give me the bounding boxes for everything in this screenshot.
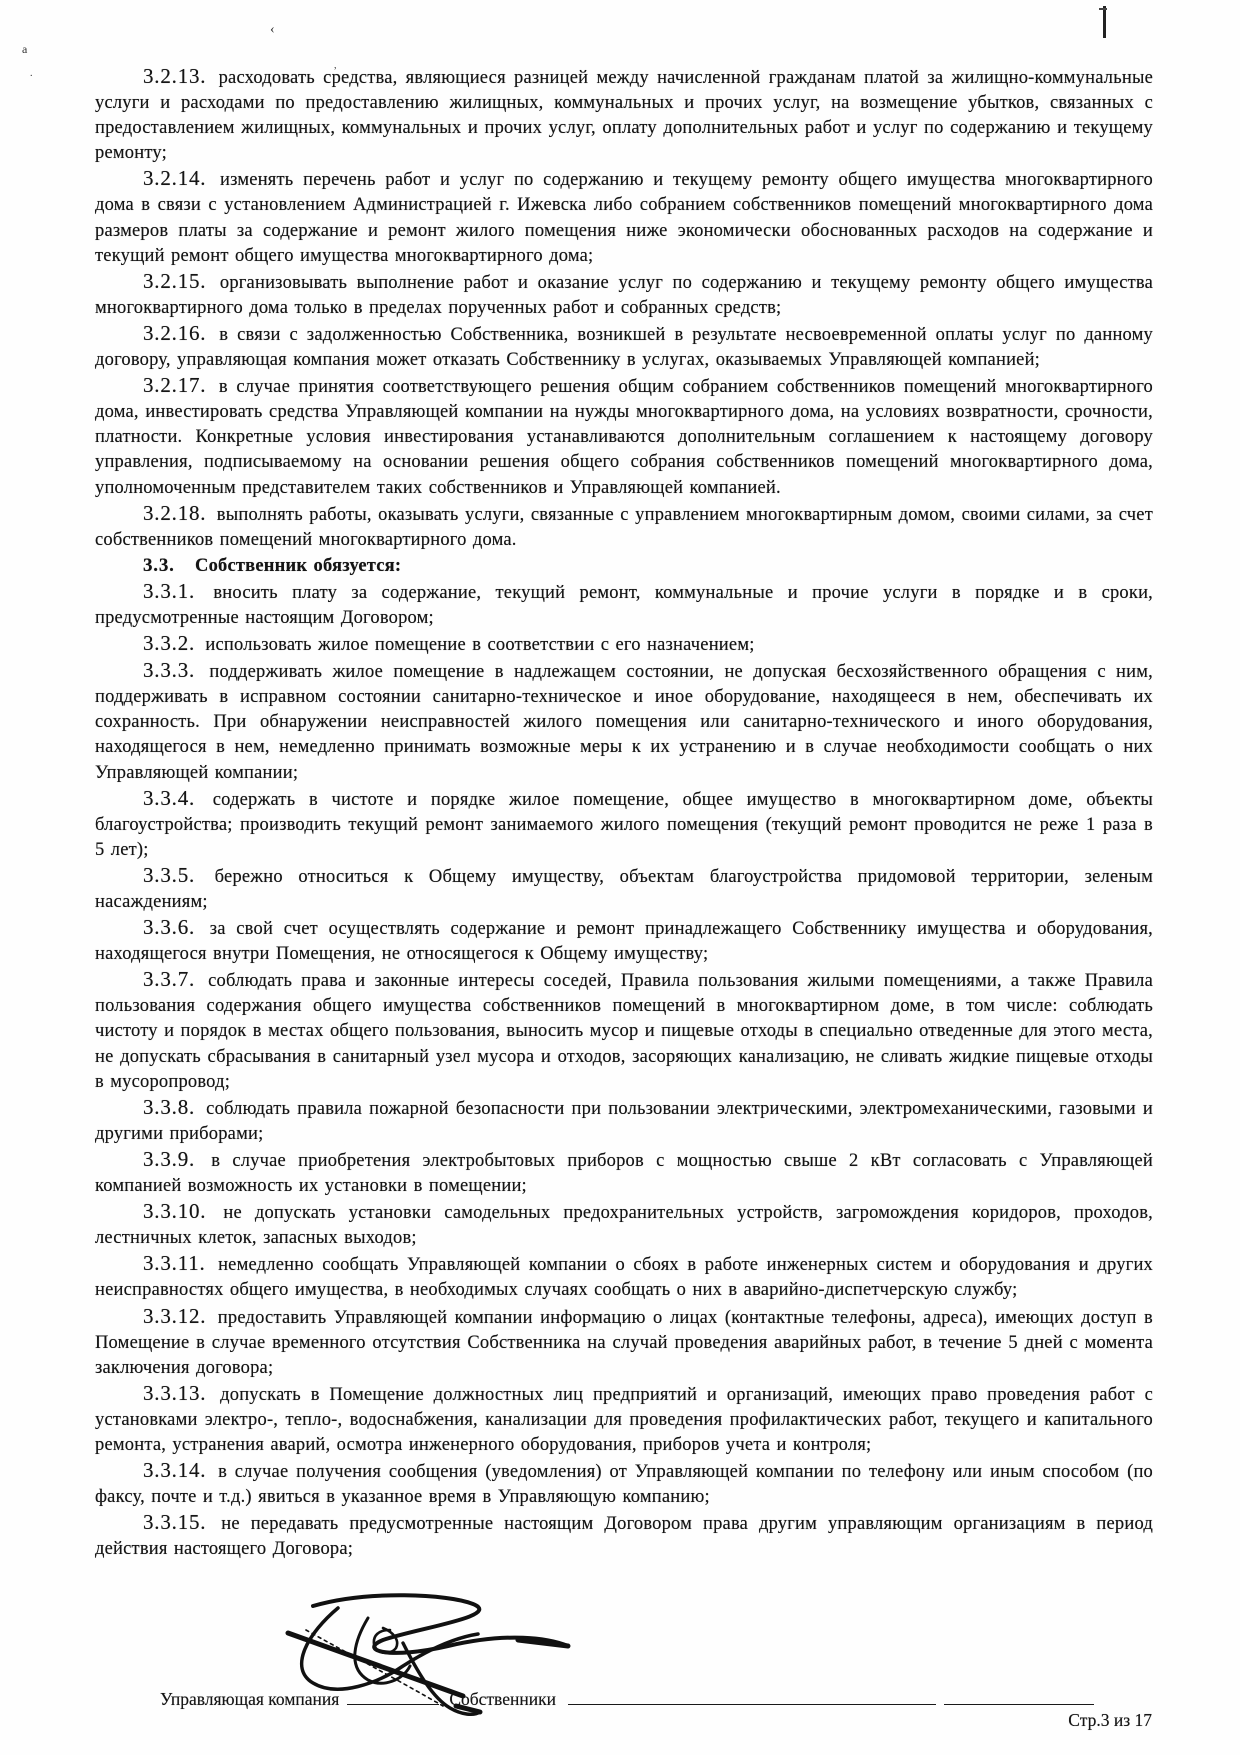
contract-clause: 3.3.4. содержать в чистоте и порядке жилое помещение, общее имущество в многоквартирном доме, объекты благоустройства; производить текущий ремонт занимаемого жилого помещения (текущий ремонт проводится не реже 1 раза в 5 лет); xyxy=(95,785,1153,860)
clause-number: 3.3.6. xyxy=(143,915,196,940)
clause-number: 3.3.7. xyxy=(143,967,196,992)
clause-number: 3.2.15. xyxy=(143,268,207,293)
scan-speck: . xyxy=(30,68,33,79)
scan-edge-mark xyxy=(1103,6,1106,38)
clause-number: 3.3. xyxy=(143,554,175,576)
contract-clause: 3.2.16. в связи с задолженностью Собственника, возникшей в результате несвоевременной оплаты услуг по данному договору, управляющая компания может отказать Собственнику в услугах, оказываемых Управляющей компанией; xyxy=(95,320,1153,371)
contract-clause: 3.3.7. соблюдать права и законные интересы соседей, Правила пользования жилыми помещениями, а также Правила пользования содержания общего имущества собственников помещений в многоквартирном доме, в том числе: соблюдать чистоту и порядок в местах общего пользования, выносить мусор и пищевые отходы в специально отведенные для этого места, не допускать сбрасывания в санитарный узел мусора и отходов, засоряющих канализацию, не сливать жидкие пищевые отходы в мусоропровод; xyxy=(95,967,1153,1092)
contract-clause: 3.2.13. расходовать средства, являющиеся разницей между начисленной гражданам платой за жилищно-коммунальные услуги и расходами по предоставлению жилищных, коммунальных и прочих услуг, на возмещение убытков, связанных с предоставлением жилищных, коммунальных и прочих услуг, оплату дополнительных работ и услуг по содержанию и текущему ремонту; xyxy=(95,64,1153,164)
scan-speck: ‹ xyxy=(270,22,275,37)
clause-number: 3.3.9. xyxy=(143,1146,196,1171)
contract-clause: 3.3.6. за свой счет осуществлять содержание и ремонт принадлежащего Собственнику имущества и оборудования, находящегося внутри Помещения, не относящегося к Общему имуществу; xyxy=(95,915,1153,965)
scan-speck: , xyxy=(334,60,337,71)
contract-clause: 3.3.11. немедленно сообщать Управляющей компании о сбоях в работе инженерных систем и оборудования и других неисправностях общего имущества, в необходимых случаях сообщать о них в аварийно-диспетчерскую службу; xyxy=(95,1251,1153,1301)
clause-number: 3.3.11. xyxy=(143,1251,206,1276)
contract-clause: 3.2.17. в случае принятия соответствующего решения общим собранием собственников помещений многоквартирного дома, инвестировать средства Управляющей компании на нужды многоквартирного дома, на условиях возвратности, срочности, платности. Конкретные условия инвестирования устанавливаются дополнительным соглашением к настоящему договору управления, подписываемому на основании решения общего собрания собственников помещений многоквартирного дома, уполномоченным представителем таких собственников и Управляющей компанией. xyxy=(95,373,1153,498)
contract-clause: 3.2.15. организовывать выполнение работ и оказание услуг по содержанию и текущему ремонту общего имущества многоквартирного дома только в пределах порученных работ и собранных средств; xyxy=(95,268,1153,318)
footer-middle-label: Собственники xyxy=(449,1689,556,1709)
clause-number: 3.3.2. xyxy=(143,631,196,656)
clause-number: 3.3.15. xyxy=(143,1510,207,1535)
contract-clause: 3.2.18. выполнять работы, оказывать услуги, связанные с управлением многоквартирным домом, своими силами, за счет собственников помещений многоквартирного дома. xyxy=(95,500,1153,550)
clause-number: 3.2.14. xyxy=(143,166,207,191)
clause-number: 3.2.17. xyxy=(143,373,207,398)
clause-number: 3.3.4. xyxy=(143,785,196,810)
clause-number: 3.3.12. xyxy=(143,1303,207,1328)
contract-clause: 3.2.14. изменять перечень работ и услуг по содержанию и текущему ремонту общего имущества многоквартирного дома в связи с установлением Администрацией г. Ижевска либо собранием собственников помещений многоквартирного дома размеров платы за содержание и ремонт жилого помещения ниже экономически обоснованных расходов на содержание и текущий ремонт общего имущества многоквартирного дома; xyxy=(95,166,1153,266)
clause-number: 3.2.16. xyxy=(143,320,207,345)
contract-clause: 3.3.15. не передавать предусмотренные настоящим Договором права другим управляющим организациям в период действия настоящего Договора; xyxy=(95,1510,1153,1560)
clause-number: 3.3.13. xyxy=(143,1380,207,1405)
clause-number: 3.3.10. xyxy=(143,1199,207,1224)
clause-number: 3.3.5. xyxy=(143,862,196,887)
contract-clause: 3.3.3. поддерживать жилое помещение в надлежащем состоянии, не допуская бесхозяйственного обращения с ним, поддерживать в исправном состоянии санитарно-техническое и иное оборудование, находящееся в нем, обеспечивать их сохранность. При обнаружении неисправностей жилого помещения или санитарно-технического и иного оборудования, находящегося в нем, немедленно принимать возможные меры к их устранению и в случае необходимости сообщать о них Управляющей компании; xyxy=(95,658,1153,783)
signature-blank-company xyxy=(347,1688,439,1705)
contract-clause: 3.3.13. допускать в Помещение должностных лиц предприятий и организаций, имеющих право проведения работ с установками электро-, тепло-, водоснабжения, канализации для проведения профилактических работ, текущего и капитального ремонта, устранения аварий, осмотра инженерного оборудования, приборов учета и контроля; xyxy=(95,1380,1153,1455)
clause-number: 3.2.18. xyxy=(143,500,207,525)
signature-blank-owners xyxy=(568,1688,936,1705)
footer-left-label: Управляющая компания xyxy=(160,1689,340,1709)
contract-clause: 3.3.12. предоставить Управляющей компании информацию о лицах (контактные телефоны, адреса), имеющих доступ в Помещение в случае временного отсутствия Собственника на случай проведения аварийных работ, в течение 5 дней с момента заключения договора; xyxy=(95,1303,1153,1378)
contract-clause: 3.3.5. бережно относиться к Общему имуществу, объектам благоустройства придомовой территории, зеленым насаждениям; xyxy=(95,862,1153,912)
footer xyxy=(160,1688,1152,1731)
contract-clause: 3.3.1. вносить плату за содержание, текущий ремонт, коммунальные и прочие услуги в порядке и в сроки, предусмотренные настоящим Договором; xyxy=(95,578,1153,628)
section-heading: 3.3. Собственник обязуется: xyxy=(143,554,402,576)
contract-clause: 3.3.2. использовать жилое помещение в соответствии с его назначением; xyxy=(143,631,755,656)
scan-speck: a xyxy=(22,42,28,56)
contract-clause: 3.3.10. не допускать установки самодельных предохранительных устройств, загромождения коридоров, проходов, лестничных клеток, запасных выходов; xyxy=(95,1199,1153,1249)
page-number: Стр.3 из 17 xyxy=(1068,1710,1152,1730)
clause-number: 3.3.14. xyxy=(143,1458,207,1483)
contract-clause: 3.3.8. соблюдать правила пожарной безопасности при пользовании электрическими, электромеханическими, газовыми и другими приборами; xyxy=(95,1094,1153,1144)
clause-number: 3.2.13. xyxy=(143,64,207,88)
signature-blank-owners-2 xyxy=(944,1688,1094,1705)
contract-clause: 3.3.9. в случае приобретения электробытовых приборов с мощностью свыше 2 кВт согласовать с Управляющей компанией возможность их установки в помещении; xyxy=(95,1146,1153,1197)
contract-clause: 3.3.14. в случае получения сообщения (уведомления) от Управляющей компании по телефону или иным способом (по факсу, почте и т.д.) явиться в указанное время в Управляющую компанию; xyxy=(95,1458,1153,1508)
clause-number: 3.3.8. xyxy=(143,1094,196,1119)
contract-body xyxy=(95,64,1153,1562)
clause-number: 3.3.3. xyxy=(143,658,196,683)
clause-number: 3.3.1. xyxy=(143,578,196,603)
